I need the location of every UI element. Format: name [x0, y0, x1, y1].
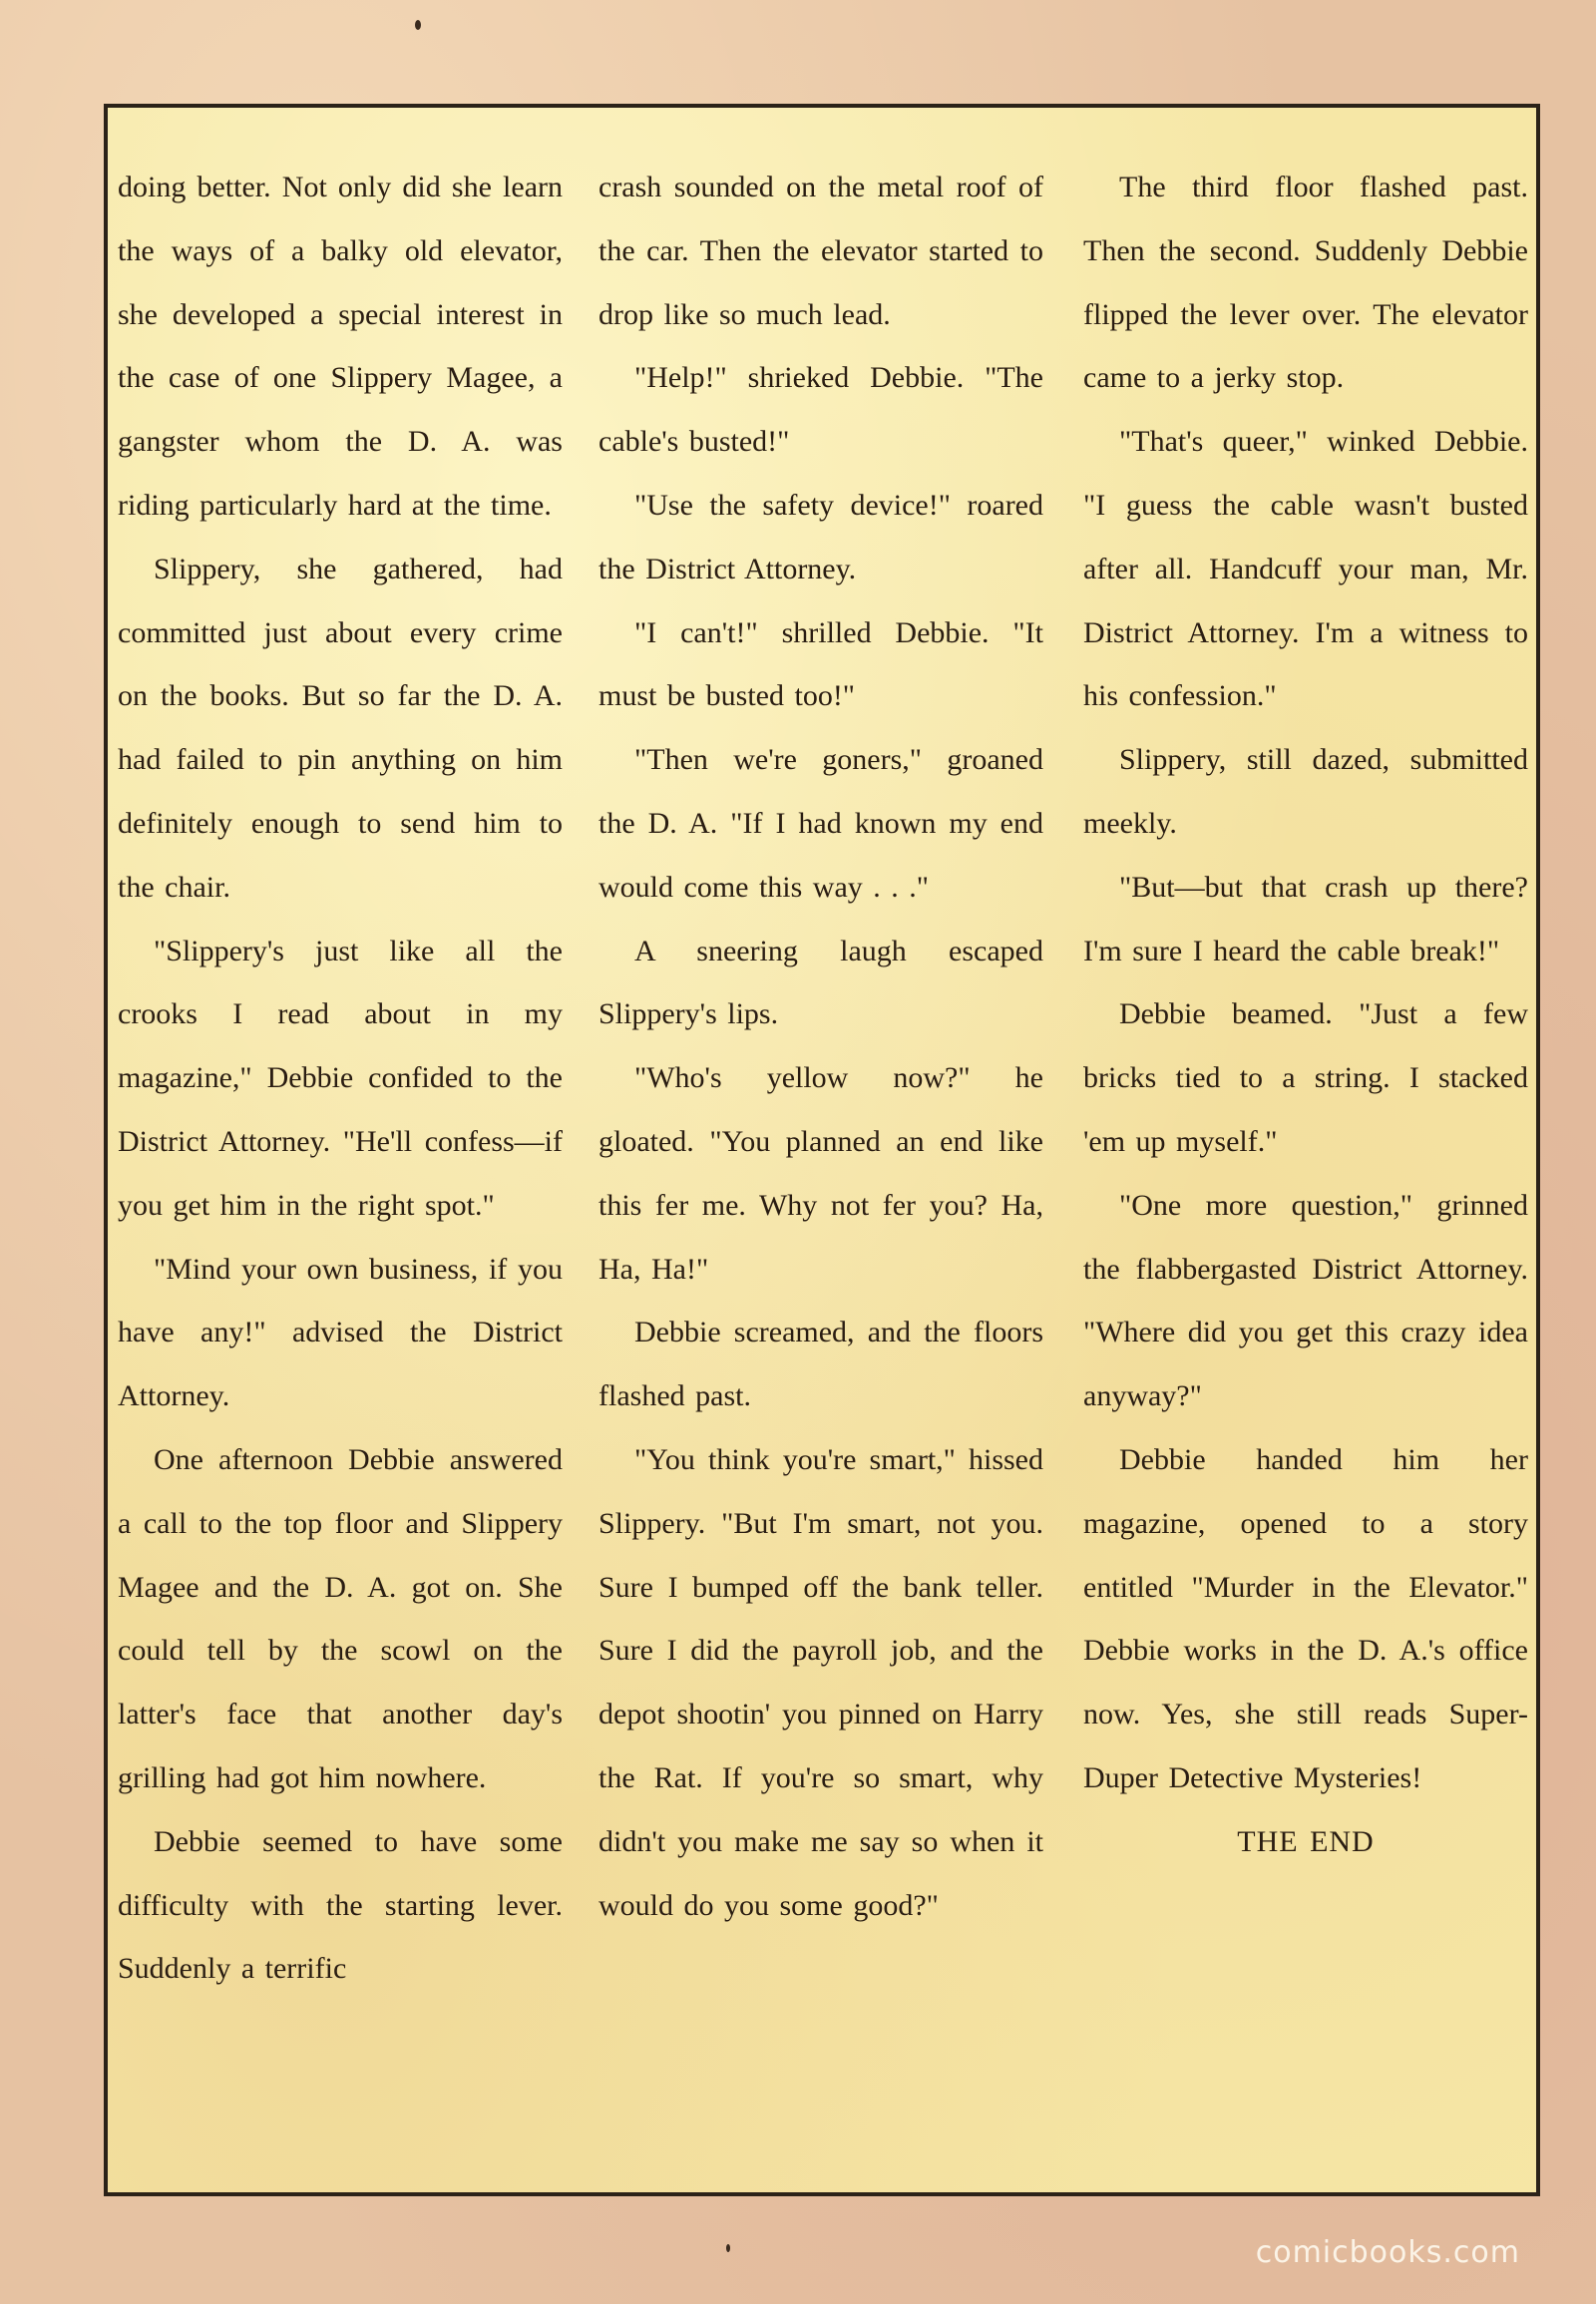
paragraph: "That's queer," winked Debbie. "I guess the cable wasn't busted after all. Handcuff your man, Mr. District Attorney. I'm a witness to his confession.": [1083, 425, 1528, 713]
paragraph: Debbie seemed to have some difficulty with the starting lever. Suddenly a terrific: [118, 1824, 563, 1986]
ink-speck: [415, 20, 421, 30]
ink-speck: [726, 2244, 730, 2252]
paragraph: A sneering laugh escaped Slippery's lips.: [598, 934, 1043, 1031]
story-column-1: [118, 156, 563, 2001]
paragraph: crash sounded on the metal roof of the car. Then the elevator started to drop like so much lead.: [598, 171, 1043, 331]
watermark: comicbooks.com: [1255, 2235, 1520, 2270]
paragraph: "I can't!" shrilled Debbie. "It must be busted too!": [598, 615, 1043, 713]
paragraph: "Help!" shrieked Debbie. "The cable's busted!": [598, 361, 1043, 459]
paragraph: "You think you're smart," hissed Slippery. "But I'm smart, not you. Sure I bumped off the bank teller. Sure I did the payroll job, and the depot shootin' you pinned on Harry the Rat. If you're so smart, why didn't you make me say so when it would do you some good?": [598, 1442, 1043, 1922]
story-column-3: [1083, 156, 1528, 1874]
paragraph: "Use the safety device!" roared the District Attorney.: [598, 488, 1043, 585]
paragraph: Slippery, she gathered, had committed just about every crime on the books. But so far the D. A. had failed to pin anything on him definitely enough to send him to the chair.: [118, 552, 563, 904]
paragraph: "Then we're goners," groaned the D. A. "If I had known my end would come this way . . .": [598, 743, 1043, 904]
paragraph: "Slippery's just like all the crooks I read about in my magazine," Debbie confided to the District Attorney. "He'll confess—if you get him in the right spot.": [118, 934, 563, 1222]
paragraph: "Mind your own business, if you have any!" advised the District Attorney.: [118, 1252, 563, 1413]
paragraph: The third floor flashed past. Then the second. Suddenly Debbie flipped the lever over. The elevator came to a jerky stop.: [1083, 171, 1528, 395]
paragraph: doing better. Not only did she learn the ways of a balky old elevator, she developed a special interest in the case of one Slippery Magee, a gangster whom the D. A. was riding particularly hard at the time.: [118, 171, 563, 522]
paragraph: Debbie beamed. "Just a few bricks tied to a string. I stacked 'em up myself.": [1083, 997, 1528, 1158]
paragraph: Slippery, still dazed, submitted meekly.: [1083, 743, 1528, 840]
story-column-2: [598, 156, 1043, 1937]
paragraph: One afternoon Debbie answered a call to the top floor and Slippery Magee and the D. A. got on. She could tell by the scowl on the latter's face that another day's grilling had got him nowhere.: [118, 1442, 563, 1794]
paragraph: "One more question," grinned the flabbergasted District Attorney. "Where did you get this crazy idea anyway?": [1083, 1188, 1528, 1413]
paragraph: Debbie screamed, and the floors flashed past.: [598, 1316, 1043, 1413]
paragraph: Debbie handed him her magazine, opened to a story entitled "Murder in the Elevator." Debbie works in the D. A.'s office now. Yes, she still reads Super-Duper Detective Mysteries!: [1083, 1442, 1528, 1794]
the-end-label: THE END: [1237, 1824, 1375, 1858]
paragraph: "Who's yellow now?" he gloated. "You planned an end like this fer me. Why not fer you? Ha, Ha, Ha!": [598, 1061, 1043, 1286]
paragraph: "But—but that crash up there? I'm sure I heard the cable break!": [1083, 870, 1528, 967]
text-panel: [104, 104, 1540, 2196]
